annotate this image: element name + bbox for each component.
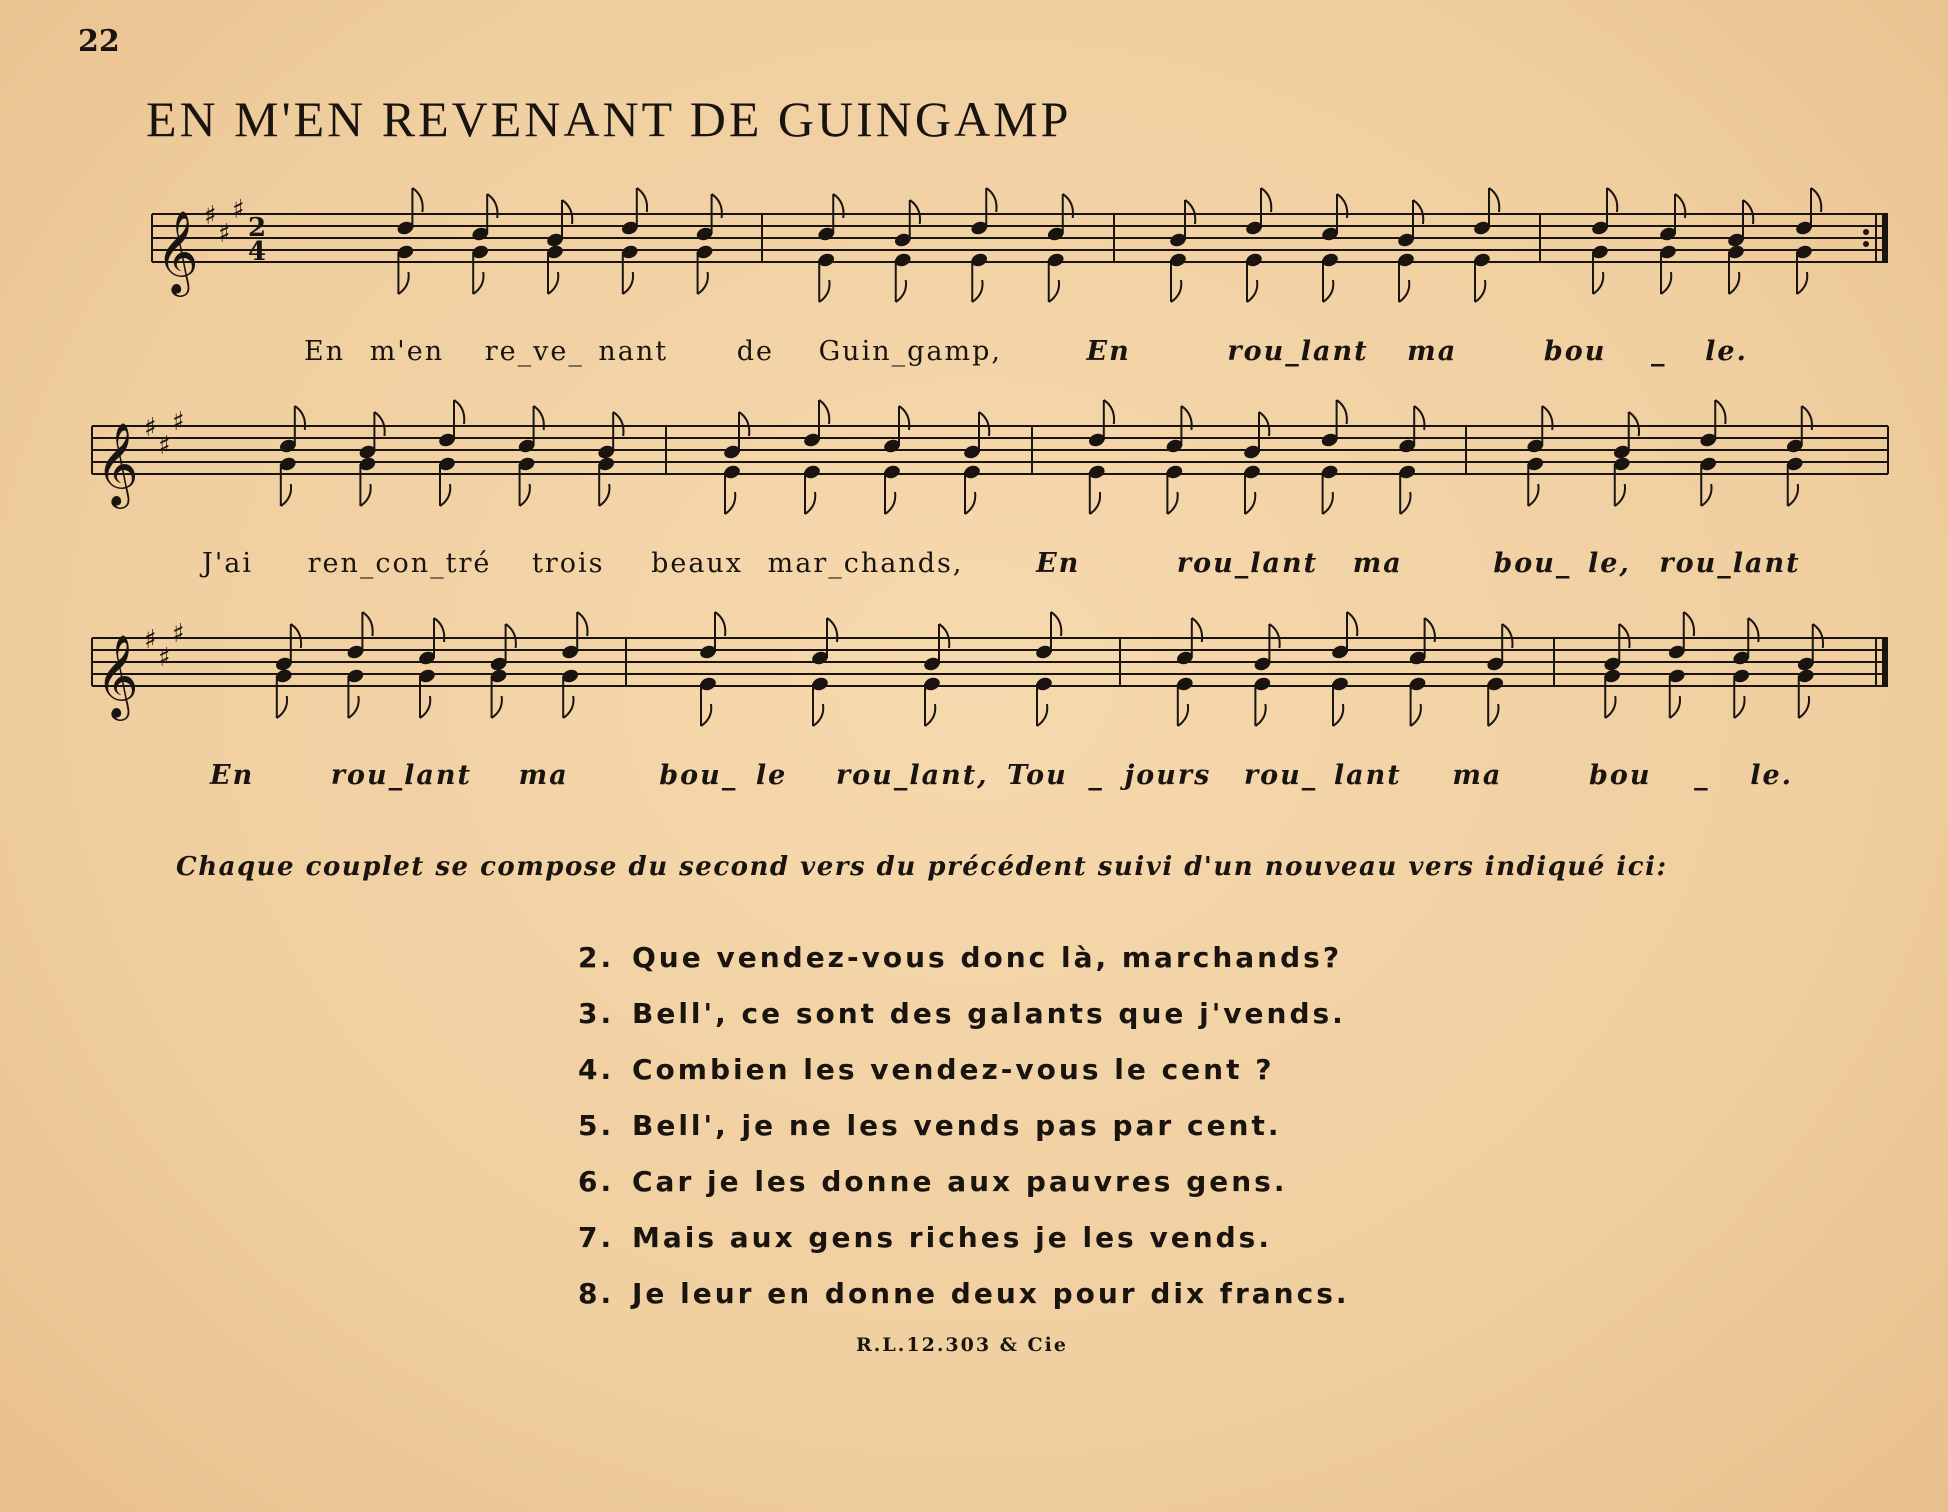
note-flag xyxy=(1811,188,1821,212)
note-flag xyxy=(506,624,516,648)
note-flag xyxy=(454,400,464,424)
repeat-dot xyxy=(1863,229,1869,235)
sharp-icon: ♯ xyxy=(218,219,231,249)
lyric-word: trois xyxy=(531,548,605,579)
verse-text: Bell', ce sont des galants que j'vends. xyxy=(632,997,1346,1030)
note-flag xyxy=(1734,696,1744,718)
note-flag xyxy=(599,484,609,506)
verse-line xyxy=(578,930,1350,986)
lyric-word: _ xyxy=(1650,336,1667,367)
verse-number: 7. xyxy=(578,1221,615,1254)
note-flag xyxy=(492,696,502,718)
note-flag xyxy=(412,188,422,212)
note-flag xyxy=(562,200,572,224)
lyric-word: J'ai xyxy=(202,548,253,579)
note-flag xyxy=(277,696,287,718)
verse-line xyxy=(578,1210,1350,1266)
lyric-word: rou_ xyxy=(1243,760,1318,791)
note-flag xyxy=(965,492,975,514)
lyric-word: lant xyxy=(1333,760,1402,791)
note-flag xyxy=(473,272,483,294)
verse-number: 8. xyxy=(578,1277,615,1310)
verse-number: 2. xyxy=(578,941,615,974)
time-signature: 2 xyxy=(248,213,267,243)
repeat-dot xyxy=(1863,241,1869,247)
lyric-word: nant xyxy=(598,336,669,367)
note-flag xyxy=(563,696,573,718)
note-flag xyxy=(739,412,749,436)
note-flag xyxy=(1670,696,1680,718)
note-flag xyxy=(362,612,372,636)
note-flag xyxy=(896,280,906,302)
lyric-word: rou_lant, xyxy=(835,760,989,791)
note-flag xyxy=(701,704,711,726)
note-flag xyxy=(1333,704,1343,726)
lyric-word: bou xyxy=(1543,336,1607,367)
verse-line xyxy=(578,1266,1350,1322)
lyric-word: le. xyxy=(1750,760,1794,791)
note-flag xyxy=(1605,696,1615,718)
note-flag xyxy=(374,412,384,436)
lyric-word: ma xyxy=(1452,760,1503,791)
note-flag xyxy=(1684,612,1694,636)
note-flag xyxy=(925,704,935,726)
sharp-icon: ♯ xyxy=(172,407,185,437)
verse-number: 4. xyxy=(578,1053,615,1086)
note-flag xyxy=(577,612,587,636)
note-flag xyxy=(398,272,408,294)
note-flag xyxy=(813,704,823,726)
sharp-icon: ♯ xyxy=(232,195,245,225)
note-flag xyxy=(1729,272,1739,294)
note-flag xyxy=(1090,492,1100,514)
final-barline xyxy=(1882,638,1888,686)
note-flag xyxy=(520,484,530,506)
note-flag xyxy=(805,492,815,514)
treble-clef-icon: 𝄞 xyxy=(156,209,199,293)
lyric-word: _ xyxy=(1088,760,1104,791)
publisher-mark: R.L.12.303 & Cie xyxy=(856,1334,1068,1356)
note-flag xyxy=(1661,272,1671,294)
lyric-word: de xyxy=(736,336,775,367)
note-flag xyxy=(613,412,623,436)
note-flag xyxy=(939,624,949,648)
verse-text: Que vendez-vous donc là, marchands? xyxy=(632,941,1343,974)
lyric-word: bou_ xyxy=(659,760,738,791)
note-flag xyxy=(1475,280,1485,302)
lyric-word: En xyxy=(210,760,255,791)
note-flag xyxy=(1178,704,1188,726)
note-flag xyxy=(1171,280,1181,302)
sharp-icon: ♯ xyxy=(158,431,171,461)
note-flag xyxy=(698,272,708,294)
note-flag xyxy=(1502,624,1512,648)
lyric-word: _ xyxy=(1694,760,1710,791)
note-flag xyxy=(1255,704,1265,726)
lyric-word: mar_chands, xyxy=(767,548,964,579)
note-flag xyxy=(910,200,920,224)
note-flag xyxy=(548,272,558,294)
lyric-word: re_ve_ xyxy=(484,336,584,367)
lyric-word: rou_lant xyxy=(1227,336,1369,367)
note-flag xyxy=(1347,612,1357,636)
lyric-word: beaux xyxy=(651,548,744,579)
note-flag xyxy=(1037,704,1047,726)
note-flag xyxy=(1167,492,1177,514)
note-flag xyxy=(420,696,430,718)
lyric-word: rou_lant xyxy=(1176,548,1319,579)
note-flag xyxy=(986,188,996,212)
note-flag xyxy=(1797,272,1807,294)
lyric-word: En xyxy=(1086,336,1131,367)
note-flag xyxy=(348,696,358,718)
verse-text: Car je les donne aux pauvres gens. xyxy=(632,1165,1288,1198)
lyric-word: le xyxy=(755,760,788,791)
verse-line xyxy=(578,1098,1350,1154)
note-flag xyxy=(1049,280,1059,302)
note-flag xyxy=(1528,484,1538,506)
lyric-word: ma xyxy=(1352,548,1403,579)
final-barline xyxy=(1882,214,1888,262)
lyric-word: Guin_gamp, xyxy=(818,336,1002,367)
verse-line xyxy=(578,986,1350,1042)
lyric-word: le, xyxy=(1587,548,1631,579)
treble-clef-icon: 𝄞 xyxy=(96,633,139,717)
note-flag xyxy=(819,280,829,302)
time-signature: 4 xyxy=(248,237,267,267)
sharp-icon: ♯ xyxy=(172,619,185,649)
sharp-icon: ♯ xyxy=(158,643,171,673)
verse-text: Mais aux gens riches je les vends. xyxy=(632,1221,1272,1254)
note-flag xyxy=(1104,400,1114,424)
note-flag xyxy=(1715,400,1725,424)
verse-number: 3. xyxy=(578,997,615,1030)
lyric-word: ren_con_tré xyxy=(307,548,492,579)
note-flag xyxy=(1400,492,1410,514)
note-flag xyxy=(725,492,735,514)
note-flag xyxy=(1323,280,1333,302)
note-flag xyxy=(715,612,725,636)
lyric-word: En xyxy=(1036,548,1081,579)
note-flag xyxy=(1788,484,1798,506)
lyric-word: rou_lant xyxy=(1659,548,1801,579)
note-flag xyxy=(637,188,647,212)
lyric-word: le. xyxy=(1705,336,1748,367)
sharp-icon: ♯ xyxy=(144,625,157,655)
lyric-word: ma xyxy=(518,760,569,791)
note-flag xyxy=(281,484,291,506)
instruction-text: Chaque couplet se compose du second vers du précédent suivi d'un nouveau vers indiqué ici: xyxy=(176,852,1668,882)
note-flag xyxy=(885,492,895,514)
page-number: 22 xyxy=(78,24,120,59)
verse-line xyxy=(578,1042,1350,1098)
note-flag xyxy=(1261,188,1271,212)
note-flag xyxy=(1185,200,1195,224)
note-flag xyxy=(1743,200,1753,224)
note-flag xyxy=(1701,484,1711,506)
sharp-icon: ♯ xyxy=(204,201,217,231)
lyric-word: ma xyxy=(1407,336,1458,367)
note-flag xyxy=(972,280,982,302)
note-flag xyxy=(819,400,829,424)
note-flag xyxy=(1593,272,1603,294)
verse-list xyxy=(578,930,1350,1322)
note-flag xyxy=(1615,484,1625,506)
verse-text: Je leur en donne deux pour dix francs. xyxy=(632,1277,1350,1310)
lyrics-line-2 xyxy=(202,548,1801,579)
verse-number: 5. xyxy=(578,1109,615,1142)
lyrics-line-3 xyxy=(210,760,1793,791)
note-flag xyxy=(360,484,370,506)
note-flag xyxy=(1629,412,1639,436)
note-flag xyxy=(291,624,301,648)
note-flag xyxy=(1259,412,1269,436)
verse-text: Combien les vendez-vous le cent ? xyxy=(632,1053,1275,1086)
note-flag xyxy=(1799,696,1809,718)
lyric-word: bou_ xyxy=(1493,548,1572,579)
note-flag xyxy=(440,484,450,506)
lyric-word: bou xyxy=(1589,760,1652,791)
note-flag xyxy=(1323,492,1333,514)
treble-clef-icon: 𝄞 xyxy=(96,421,139,505)
lyric-word: Tou xyxy=(1007,760,1068,791)
lyric-word: En xyxy=(304,336,346,367)
lyric-word: m'en xyxy=(369,336,445,367)
lyrics-line-1 xyxy=(304,336,1748,367)
note-flag xyxy=(1245,492,1255,514)
sharp-icon: ♯ xyxy=(144,413,157,443)
lyric-word: rou_lant xyxy=(330,760,473,791)
note-flag xyxy=(1488,704,1498,726)
note-flag xyxy=(1051,612,1061,636)
note-flag xyxy=(1813,624,1823,648)
note-flag xyxy=(1619,624,1629,648)
verse-text: Bell', je ne les vends pas par cent. xyxy=(632,1109,1282,1142)
song-title: EN M'EN REVENANT DE GUINGAMP xyxy=(146,91,1072,147)
note-flag xyxy=(1247,280,1257,302)
verse-number: 6. xyxy=(578,1165,615,1198)
note-flag xyxy=(1607,188,1617,212)
lyric-word: jours xyxy=(1124,760,1212,791)
note-flag xyxy=(1413,200,1423,224)
note-flag xyxy=(1337,400,1347,424)
note-flag xyxy=(1269,624,1279,648)
note-flag xyxy=(623,272,633,294)
note-flag xyxy=(1411,704,1421,726)
verse-line xyxy=(578,1154,1350,1210)
note-flag xyxy=(1489,188,1499,212)
note-flag xyxy=(979,412,989,436)
note-flag xyxy=(1399,280,1409,302)
